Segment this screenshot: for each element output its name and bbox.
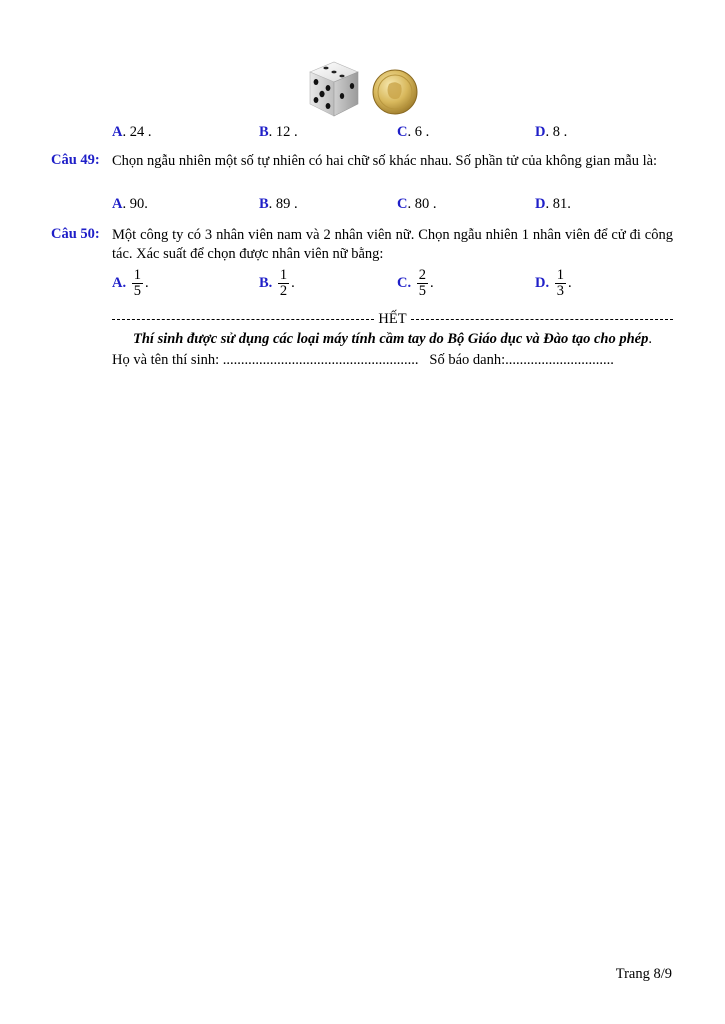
dice-icon	[302, 58, 364, 120]
q49-option-a[interactable]: A. 90.	[112, 196, 148, 212]
question-50-text: Một công ty có 3 nhân viên nam và 2 nhân viên nữ. Chọn ngẫu nhiên 1 nhân viên để cử đi công tác. Xác suất để chọn được nhân viên nữ bằng:	[112, 227, 673, 262]
fraction: $\frac{1}{5}$	[133, 267, 141, 299]
q50-option-d[interactable]: D. $\frac{1}{3}$ .	[535, 267, 572, 299]
q48-option-b[interactable]: B. 12 .	[259, 124, 298, 140]
q50-option-b[interactable]: B. $\frac{1}{2}$ .	[259, 267, 295, 299]
divider	[411, 319, 673, 320]
coin-icon	[371, 68, 419, 116]
q50-option-c[interactable]: C. $\frac{2}{5}$ .	[397, 267, 434, 299]
candidate-name-field[interactable]: ......................................................	[222, 352, 419, 368]
q48-option-a[interactable]: A. 24 .	[112, 124, 152, 140]
candidate-info	[112, 352, 614, 369]
end-marker-text: HẾT	[378, 310, 407, 327]
divider	[112, 319, 374, 320]
question-49-label: Câu 49:	[51, 152, 100, 168]
question-50-label: Câu 50:	[51, 226, 100, 242]
q49-option-c[interactable]: C. 80 .	[397, 196, 437, 212]
candidate-id-field[interactable]: ..............................	[505, 352, 614, 368]
end-marker	[112, 309, 673, 329]
q49-option-b[interactable]: B. 89 .	[259, 196, 298, 212]
q50-option-a[interactable]: A. $\frac{1}{5}$ .	[112, 267, 149, 299]
question-49-text: Chọn ngẫu nhiên một số tự nhiên có hai chữ số khác nhau. Số phần tử của không gian mẫu là:	[112, 153, 658, 169]
candidate-id-label: Số báo danh:	[429, 352, 506, 368]
q48-option-c[interactable]: C. 6 .	[397, 124, 430, 140]
q49-option-d[interactable]: D. 81.	[535, 196, 571, 212]
q48-option-d[interactable]: D. 8 .	[535, 124, 568, 140]
candidate-name-label: Họ và tên thí sinh:	[112, 352, 220, 368]
calculator-note: Thí sinh được sử dụng các loại máy tính cầm tay do Bộ Giáo dục và Đào tạo cho phép.	[133, 331, 652, 347]
fraction: $\frac{1}{3}$	[556, 267, 564, 299]
fraction: $\frac{1}{2}$	[279, 267, 288, 299]
page-number: Trang 8/9	[615, 966, 672, 982]
fraction: $\frac{2}{5}$	[418, 267, 426, 299]
